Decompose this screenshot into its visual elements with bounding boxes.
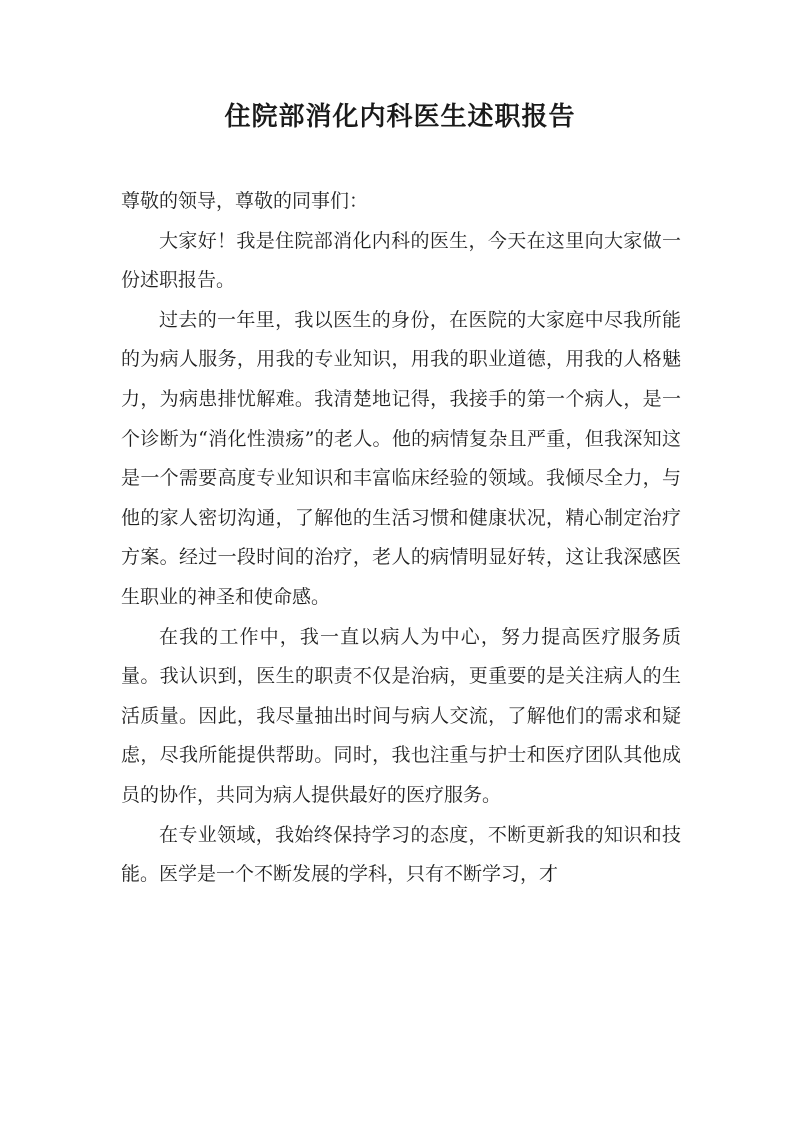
paragraph-4: 在专业领域，我始终保持学习的态度，不断更新我的知识和技能。医学是一个不断发展的学科，只有不断学习，才 (121, 823, 681, 886)
document-title: 住院部消化内科医生述职报告 (224, 102, 576, 132)
paragraph-2: 过去的一年里，我以医生的身份，在医院的大家庭中尽我所能的为病人服务，用我的专业知识，用我的职业道德，用我的人格魅力，为病患排忧解难。我清楚地记得，我接手的第一个病人，是一个诊断为“消化性溃疡”的老人。他的病情复杂且严重，但我深知这是一个需要高度专业知识和丰富临床经验的领域。我倾尽全力，与他的家人密切沟通，了解他的生活习惯和健康状况，精心制定治疗方案。经过一段时间的治疗，老人的病情明显好转，这让我深感医生职业的神圣和使命感。 (121, 308, 681, 608)
paragraph-3: 在我的工作中，我一直以病人为中心，努力提高医疗服务质量。我认识到，医生的职责不仅是治病，更重要的是关注病人的生活质量。因此，我尽量抽出时间与病人交流，了解他们的需求和疑虑，尽我所能提供帮助。同时，我也注重与护士和医疗团队其他成员的协作，共同为病人提供最好的医疗服务。 (121, 625, 681, 806)
document-body (121, 182, 681, 895)
paragraph-1: 大家好！我是住院部消化内科的医生，今天在这里向大家做一份述职报告。 (121, 229, 681, 292)
salutation: 尊敬的领导，尊敬的同事们： (121, 190, 369, 212)
